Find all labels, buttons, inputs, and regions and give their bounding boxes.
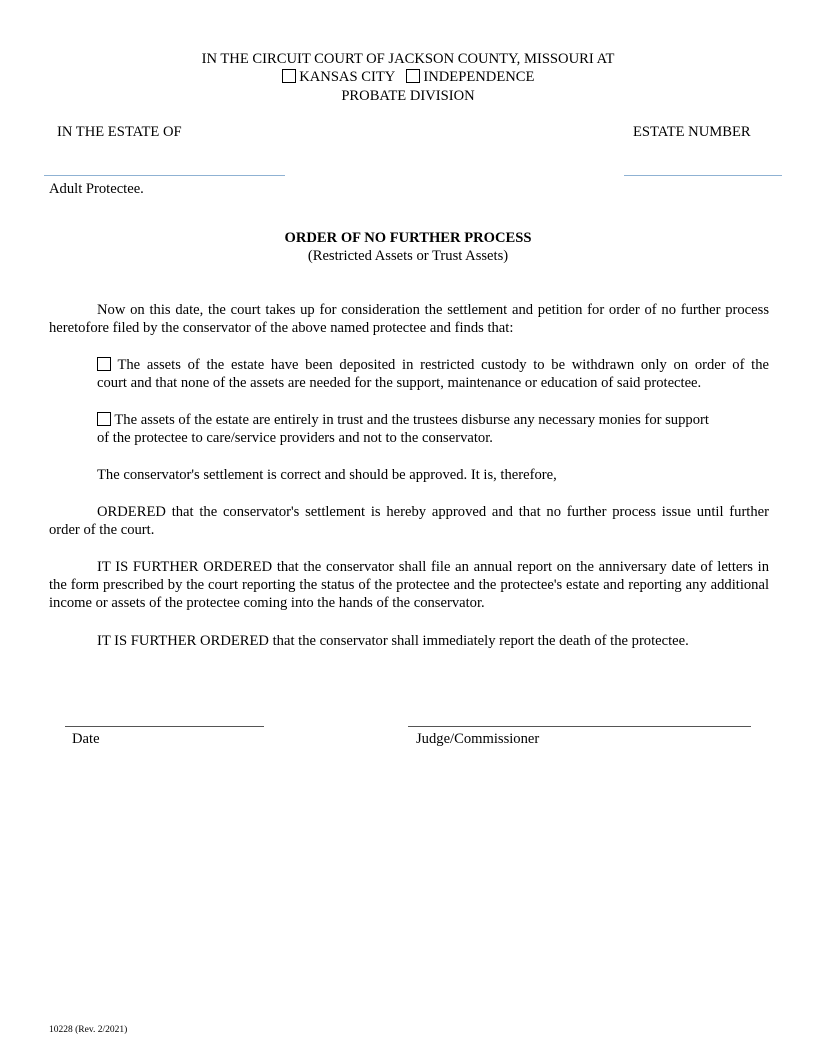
option-1-line-1 xyxy=(97,356,769,374)
judge-commissioner-label: Judge/Commissioner xyxy=(416,731,540,747)
adult-protectee-label: Adult Protectee. xyxy=(49,181,144,197)
order-subtitle: (Restricted Assets or Trust Assets) xyxy=(307,248,509,264)
settlement-paragraph: The conservator's settlement is correct and should be approved. It is, therefore, xyxy=(97,467,557,483)
estate-of-field[interactable] xyxy=(44,175,285,176)
intro-paragraph: Now on this date, the court takes up for consideration the settlement and petition for order of no further process heretofore filed by the conservator of the above named protectee and finds that: xyxy=(49,302,769,336)
form-number: 10228 (Rev. 2/2021) xyxy=(49,1025,128,1035)
date-signature-line[interactable] xyxy=(65,726,264,727)
independence-checkbox[interactable] xyxy=(406,69,420,83)
ordered-paragraph: ORDERED that the conservator's settlement is hereby approved and that no further process issue until further order of the court. xyxy=(49,504,769,538)
estate-of-label: IN THE ESTATE OF xyxy=(57,124,182,140)
date-label: Date xyxy=(72,731,100,747)
further-ordered-death-report-paragraph: IT IS FURTHER ORDERED that the conservator shall immediately report the death of the protectee. xyxy=(97,633,689,649)
independence-label: INDEPENDENCE xyxy=(423,69,535,85)
kansas-city-label: KANSAS CITY xyxy=(299,69,395,85)
kansas-city-checkbox[interactable] xyxy=(282,69,296,83)
judge-signature-line[interactable] xyxy=(408,726,751,727)
estate-number-field[interactable] xyxy=(624,175,782,176)
option-2-text-line-2: of the protectee to care/service providers and not to the conservator. xyxy=(97,430,493,446)
court-heading: IN THE CIRCUIT COURT OF JACKSON COUNTY, MISSOURI AT xyxy=(201,51,615,67)
estate-number-label: ESTATE NUMBER xyxy=(633,124,751,140)
further-ordered-annual-report-paragraph: IT IS FURTHER ORDERED that the conservator shall file an annual report on the anniversary date of letters in the form prescribed by the court reporting the status of the protectee and the protectee's estate and reporting any additional income or assets of the protectee coming into the hands of the conservator. xyxy=(49,559,769,611)
option-1-text-line-2: court and that none of the assets are needed for the support, maintenance or education of said protectee. xyxy=(97,375,702,391)
restricted-assets-checkbox[interactable] xyxy=(97,357,111,371)
trust-assets-checkbox[interactable] xyxy=(97,412,111,426)
option-2-line-1 xyxy=(97,411,769,429)
option-2-text-line-1: The assets of the estate are entirely in trust and the trustees disburse any necessary monies for support xyxy=(114,412,709,428)
order-title: ORDER OF NO FURTHER PROCESS xyxy=(284,230,532,246)
option-1-text-line-1: The assets of the estate have been deposited in restricted custody to be withdrawn only on order of the xyxy=(117,357,770,373)
court-location-options xyxy=(0,68,816,86)
division-heading: PROBATE DIVISION xyxy=(341,88,475,104)
